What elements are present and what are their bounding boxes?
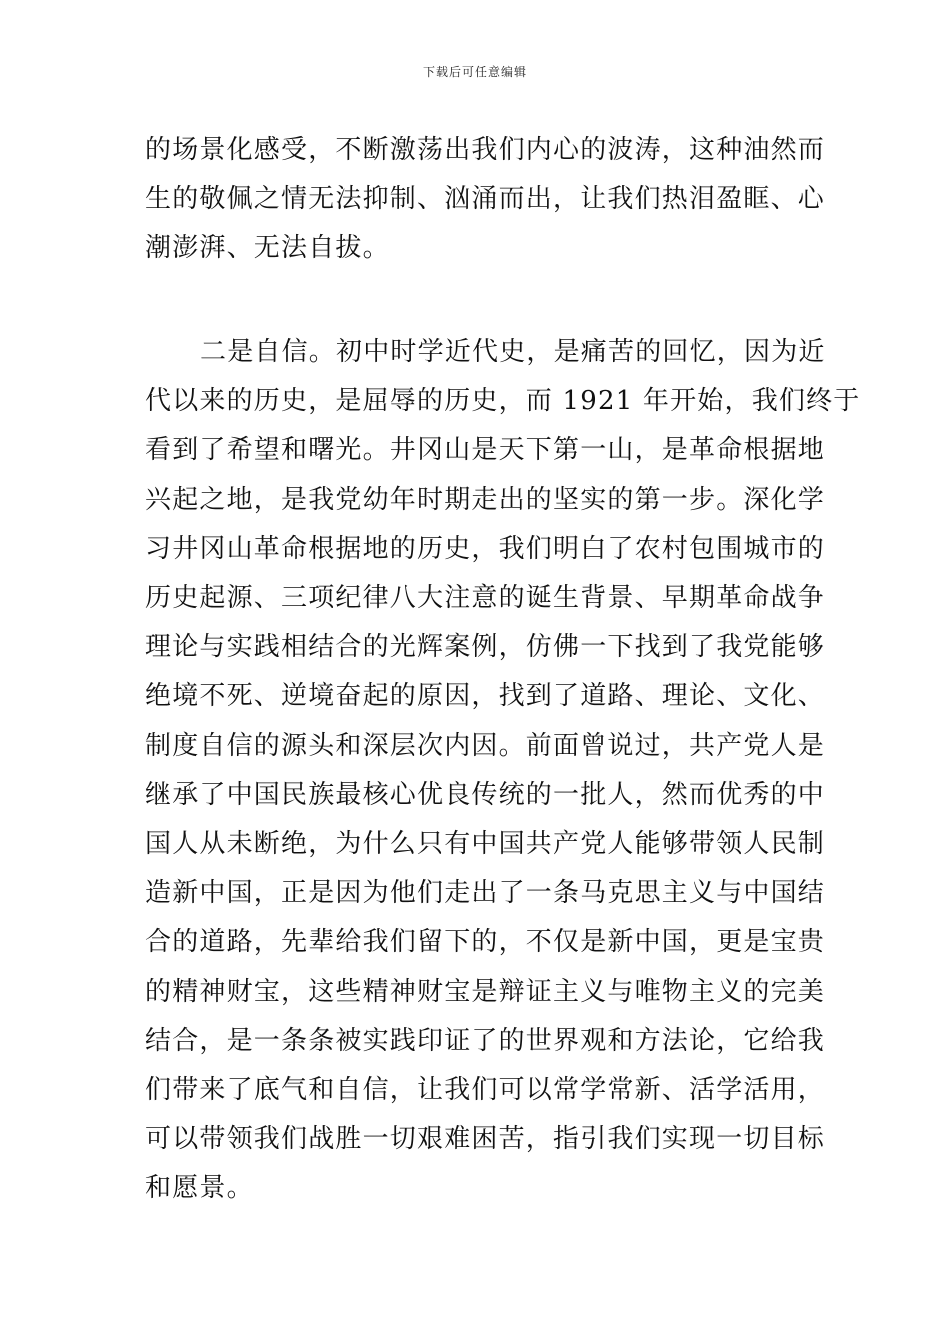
paragraph-line: 兴起之地，是我党幼年时期走出的坚实的第一步。深化学 [145,484,826,515]
paragraph-1 [145,126,826,274]
paragraph-line: 和愿景。 [145,1173,254,1204]
paragraph-line: 的场景化感受，不断激荡出我们内心的波涛，这种油然而 [145,135,826,165]
paragraph-line: 制度自信的源头和深层次内因。前面曾说过，共产党人是 [145,730,826,761]
paragraph-line: 潮澎湃、无法自拔。 [145,233,390,264]
paragraph-line: 绝境不死、逆境奋起的原因，找到了道路、理论、文化、 [145,681,826,712]
paragraph-line: 理论与实践相结合的光辉案例，仿佛一下找到了我党能够 [145,632,826,663]
paragraph-line: 生的敬佩之情无法抑制、汹涌而出，让我们热泪盈眶、心 [145,184,826,215]
page-header: 下载后可任意编辑 [422,65,527,79]
paragraph-line: 合的道路，先辈给我们留下的，不仅是新中国，更是宝贵 [145,927,826,958]
paragraph-line: 历史起源、三项纪律八大注意的诞生背景、早期革命战争 [145,583,826,614]
paragraph-2 [145,328,861,1214]
paragraph-line: 习井冈山革命根据地的历史，我们明白了农村包围城市的 [145,533,826,564]
paragraph-line: 的精神财宝，这些精神财宝是辩证主义与唯物主义的完美 [145,976,826,1007]
paragraph-line: 二是自信。初中时学近代史，是痛苦的回忆，因为近 [200,337,826,367]
paragraph-line: 继承了中国民族最核心优良传统的一批人，然而优秀的中 [145,779,826,810]
paragraph-line: 造新中国，正是因为他们走出了一条马克思主义与中国结 [145,878,826,909]
paragraph-line: 看到了希望和曙光。井冈山是天下第一山，是革命根据地 [145,435,826,466]
paragraph-line: 们带来了底气和自信，让我们可以常学常新、活学活用， [145,1075,826,1106]
paragraph-line: 国人从未断绝，为什么只有中国共产党人能够带领人民制 [145,829,826,860]
paragraph-line: 代以来的历史，是屈辱的历史，而 1921 年开始，我们终于 [145,386,861,417]
paragraph-line: 结合，是一条条被实践印证了的世界观和方法论，它给我 [145,1025,826,1056]
paragraph-line: 可以带领我们战胜一切艰难困苦，指引我们实现一切目标 [145,1124,826,1155]
